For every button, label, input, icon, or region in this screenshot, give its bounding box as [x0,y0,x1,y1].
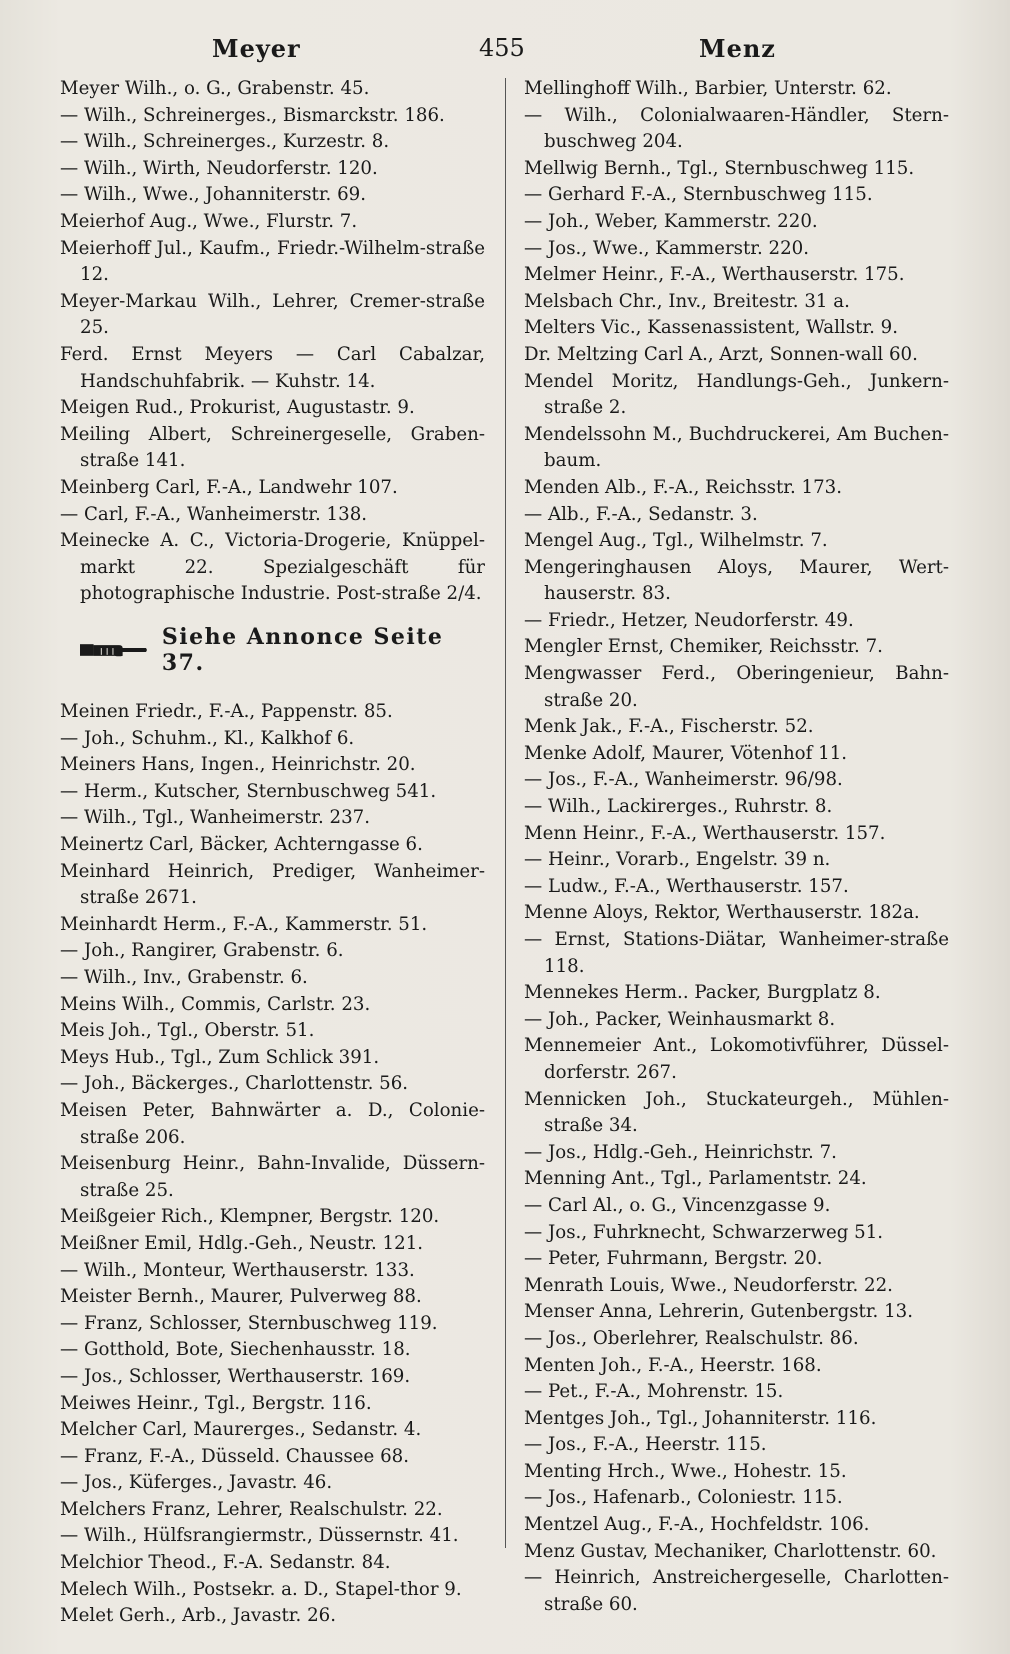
directory-entry: Menk Jak., F.-A., Fischerstr. 52. [524,716,814,738]
directory-entry: Dr. Meltzing Carl A., Arzt, Sonnen-wall 60. [524,343,918,365]
directory-entry: Menrath Louis, Wwe., Neudorferstr. 22. [524,1274,893,1296]
directory-entry: — Wilh., Schreinerges., Bismarckstr. 186. [60,104,445,126]
directory-entry: Menn Heinr., F.-A., Werthauserstr. 157. [524,822,886,844]
directory-entry: — Ludw., F.-A., Werthauserstr. 157. [524,875,849,897]
directory-entry: — Wilh., Wirth, Neudorferstr. 120. [60,157,378,179]
directory-entry: Menz Gustav, Mechaniker, Charlottenstr. 60. [524,1540,937,1562]
directory-entry: Melters Vic., Kassenassistent, Wallstr. 9. [524,317,898,339]
directory-entry: — Joh., Weber, Kammerstr. 220. [524,210,818,232]
page-header [64,34,950,76]
directory-entry: Meiners Hans, Ingen., Heinrichstr. 20. [60,754,416,776]
directory-entry: Melchers Franz, Lehrer, Realschulstr. 22. [60,1498,443,1520]
directory-entry: Meinertz Carl, Bäcker, Achterngasse 6. [60,834,423,856]
directory-entry: Mennemeier Ant., Lokomotivführer, Düssel-dorferstr. 267. [524,1035,949,1083]
directory-entry: — Jos., Wwe., Kammerstr. 220. [524,237,810,259]
directory-entry: Mennicken Joh., Stuckateurgeh., Mühlen-straße 34. [524,1088,949,1137]
directory-entry: — Joh., Rangirer, Grabenstr. 6. [60,940,344,962]
directory-entry: Mellinghoff Wilh., Barbier, Unterstr. 62. [524,78,892,99]
directory-entry: — Alb., F.-A., Sedanstr. 3. [524,503,758,525]
directory-entry: — Wilh., Tgl., Wanheimerstr. 237. [60,807,371,829]
directory-entry: — Jos., Schlosser, Werthauserstr. 169. [60,1365,411,1387]
directory-entry: — Peter, Fuhrmann, Bergstr. 20. [524,1248,823,1270]
right-entry-list [524,76,949,1618]
directory-entry: Mengeringhausen Aloys, Maurer, Wert-hauserstr. 83. [524,556,949,605]
directory-entry: — Jos., F.-A., Wanheimerstr. 96/98. [524,769,843,791]
directory-entry: Menser Anna, Lehrerin, Gutenbergstr. 13. [524,1301,914,1323]
directory-entry: Melech Wilh., Postsekr. a. D., Stapel-thor 9. [60,1578,462,1600]
directory-entry: Menting Hrch., Wwe., Hohestr. 15. [524,1460,847,1482]
directory-entry: — Pet., F.-A., Mohrenstr. 15. [524,1381,784,1403]
directory-entry: — Jos., F.-A., Heerstr. 115. [524,1434,767,1456]
directory-entry: — Joh., Packer, Weinhausmarkt 8. [524,1008,836,1030]
directory-entry: Menning Ant., Tgl., Parlamentstr. 24. [524,1168,867,1190]
directory-entry: Meigen Rud., Prokurist, Augustastr. 9. [60,397,415,419]
directory-entry: — Carl Al., o. G., Vincenzgasse 9. [524,1194,831,1216]
pointing-hand-icon [80,640,148,660]
directory-entry: — Wilh., Schreinerges., Kurzestr. 8. [60,131,390,153]
directory-entry: — Jos., Küferges., Javastr. 46. [60,1472,333,1494]
directory-entry: Mellwig Bernh., Tgl., Sternbuschweg 115. [524,157,915,179]
right-column [506,76,949,1630]
directory-entry: — Joh., Schuhm., Kl., Kalkhof 6. [60,727,355,749]
directory-entry: — Carl, F.-A., Wanheimerstr. 138. [60,503,368,525]
directory-entry: — Franz, F.-A., Düsseld. Chaussee 68. [60,1445,410,1467]
directory-entry: — Wilh., Wwe., Johanniterstr. 69. [60,184,367,206]
directory-entry: Mentges Joh., Tgl., Johanniterstr. 116. [524,1407,877,1429]
directory-entry: — Heinr., Vorarb., Engelstr. 39 n. [524,849,831,871]
left-entry-list-bottom [60,699,485,1630]
directory-entry: Melmer Heinr., F.-A., Werthauserstr. 175. [524,264,905,286]
directory-entry: Meisen Peter, Bahnwärter a. D., Colonie-straße 206. [60,1099,485,1148]
directory-entry: Meis Joh., Tgl., Oberstr. 51. [60,1020,315,1042]
directory-entry: Mengel Aug., Tgl., Wilhelmstr. 7. [524,530,828,552]
directory-entry: Mengwasser Ferd., Oberingenieur, Bahn-straße 20. [524,663,949,711]
directory-entry: Meins Wilh., Commis, Carlstr. 23. [60,993,371,1015]
directory-entry: Meyer Wilh., o. G., Grabenstr. 45. [60,78,370,99]
directory-entry: — Jos., Hafenarb., Coloniestr. 115. [524,1487,843,1509]
directory-entry: — Jos., Oberlehrer, Realschulstr. 86. [524,1327,859,1349]
two-column-body [60,76,978,1630]
directory-entry: — Wilh., Inv., Grabenstr. 6. [60,967,308,988]
directory-entry: — Jos., Hdlg.-Geh., Heinrichstr. 7. [524,1141,837,1163]
directory-entry: Melet Gerh., Arb., Javastr. 26. [60,1605,336,1627]
directory-entry: Melsbach Chr., Inv., Breitestr. 31 a. [524,290,850,312]
directory-entry: Meister Bernh., Maurer, Pulverweg 88. [60,1286,422,1308]
directory-entry: — Friedr., Hetzer, Neudorferstr. 49. [524,609,854,631]
directory-entry: Mentzel Aug., F.-A., Hochfeldstr. 106. [524,1514,870,1536]
directory-entry: Meiling Albert, Schreinergeselle, Graben-straße 141. [60,423,485,472]
directory-entry: — Herm., Kutscher, Sternbuschweg 541. [60,780,437,802]
directory-entry: Meinecke A. C., Victoria-Drogerie, Knüppel-markt 22. Spezialgeschäft für photographische Industrie. Post-straße 2/4. [60,530,485,605]
directory-entry: Menne Aloys, Rektor, Werthauserstr. 182a. [524,902,920,924]
directory-entry: Meinen Friedr., F.-A., Pappenstr. 85. [60,701,393,723]
directory-entry: — Wilh., Colonialwaaren-Händler, Stern-buschweg 204. [524,104,949,153]
annonce-notice [80,624,485,677]
directory-entry: Melcher Carl, Maurerges., Sedanstr. 4. [60,1419,422,1441]
directory-entry: — Gotthold, Bote, Siechenhausstr. 18. [60,1339,411,1361]
directory-entry: Menke Adolf, Maurer, Vötenhof 11. [524,742,848,764]
directory-entry: Meinberg Carl, F.-A., Landwehr 107. [60,476,398,498]
directory-entry: Meyer-Markau Wilh., Lehrer, Cremer-straße 25. [60,290,485,339]
left-entry-list-top [60,76,485,608]
directory-entry: Menten Joh., F.-A., Heerstr. 168. [524,1354,822,1376]
directory-entry: — Wilh., Hülfsrangiermstr., Düssernstr. 41. [60,1525,459,1547]
directory-entry: Ferd. Ernst Meyers — Carl Cabalzar, Handschuhfabrik. — Kuhstr. 14. [60,343,485,392]
directory-entry: Mennekes Herm.. Packer, Burgplatz 8. [524,982,881,1004]
directory-entry: Meierhof Aug., Wwe., Flurstr. 7. [60,210,358,232]
header-left-catchword: Meyer [212,34,301,63]
directory-entry: — Wilh., Lackirerges., Ruhrstr. 8. [524,796,833,818]
directory-entry: — Wilh., Monteur, Werthauserstr. 133. [60,1259,415,1281]
directory-entry: — Heinrich, Anstreichergeselle, Charlotten-straße 60. [524,1567,949,1615]
directory-entry: Meißner Emil, Hdlg.-Geh., Neustr. 121. [60,1232,424,1254]
directory-entry: Meiwes Heinr., Tgl., Bergstr. 116. [60,1392,372,1414]
directory-entry: — Joh., Bäckerges., Charlottenstr. 56. [60,1073,409,1095]
directory-entry: Mengler Ernst, Chemiker, Reichsstr. 7. [524,636,883,658]
directory-entry: Meys Hub., Tgl., Zum Schlick 391. [60,1046,380,1068]
directory-entry: — Jos., Fuhrknecht, Schwarzerweg 51. [524,1221,884,1243]
left-column [60,76,505,1630]
directory-entry: Meisenburg Heinr., Bahn-Invalide, Düssern-straße 25. [60,1153,485,1201]
directory-entry: Menden Alb., F.-A., Reichsstr. 173. [524,476,843,498]
directory-entry: — Ernst, Stations-Diätar, Wanheimer-straße 118. [524,929,949,977]
directory-entry: — Franz, Schlosser, Sternbuschweg 119. [60,1312,438,1334]
annonce-text: Siehe Annonce Seite 37. [161,623,444,677]
directory-entry: Mendel Moritz, Handlungs-Geh., Junkern-straße 2. [524,370,949,419]
directory-entry: Meißgeier Rich., Klempner, Bergstr. 120. [60,1206,440,1228]
directory-entry: Meierhoff Jul., Kaufm., Friedr.-Wilhelm-straße 12. [60,237,485,286]
page-number: 455 [479,34,525,62]
header-right-catchword: Menz [699,34,776,63]
directory-entry: Mendelssohn M., Buchdruckerei, Am Buchen-baum. [524,423,949,472]
directory-entry: Meinhardt Herm., F.-A., Kammerstr. 51. [60,913,428,935]
directory-entry: — Gerhard F.-A., Sternbuschweg 115. [524,184,873,206]
directory-entry: Meinhard Heinrich, Prediger, Wanheimer-straße 2671. [60,860,485,909]
directory-entry: Melchior Theod., F.-A. Sedanstr. 84. [60,1552,391,1574]
